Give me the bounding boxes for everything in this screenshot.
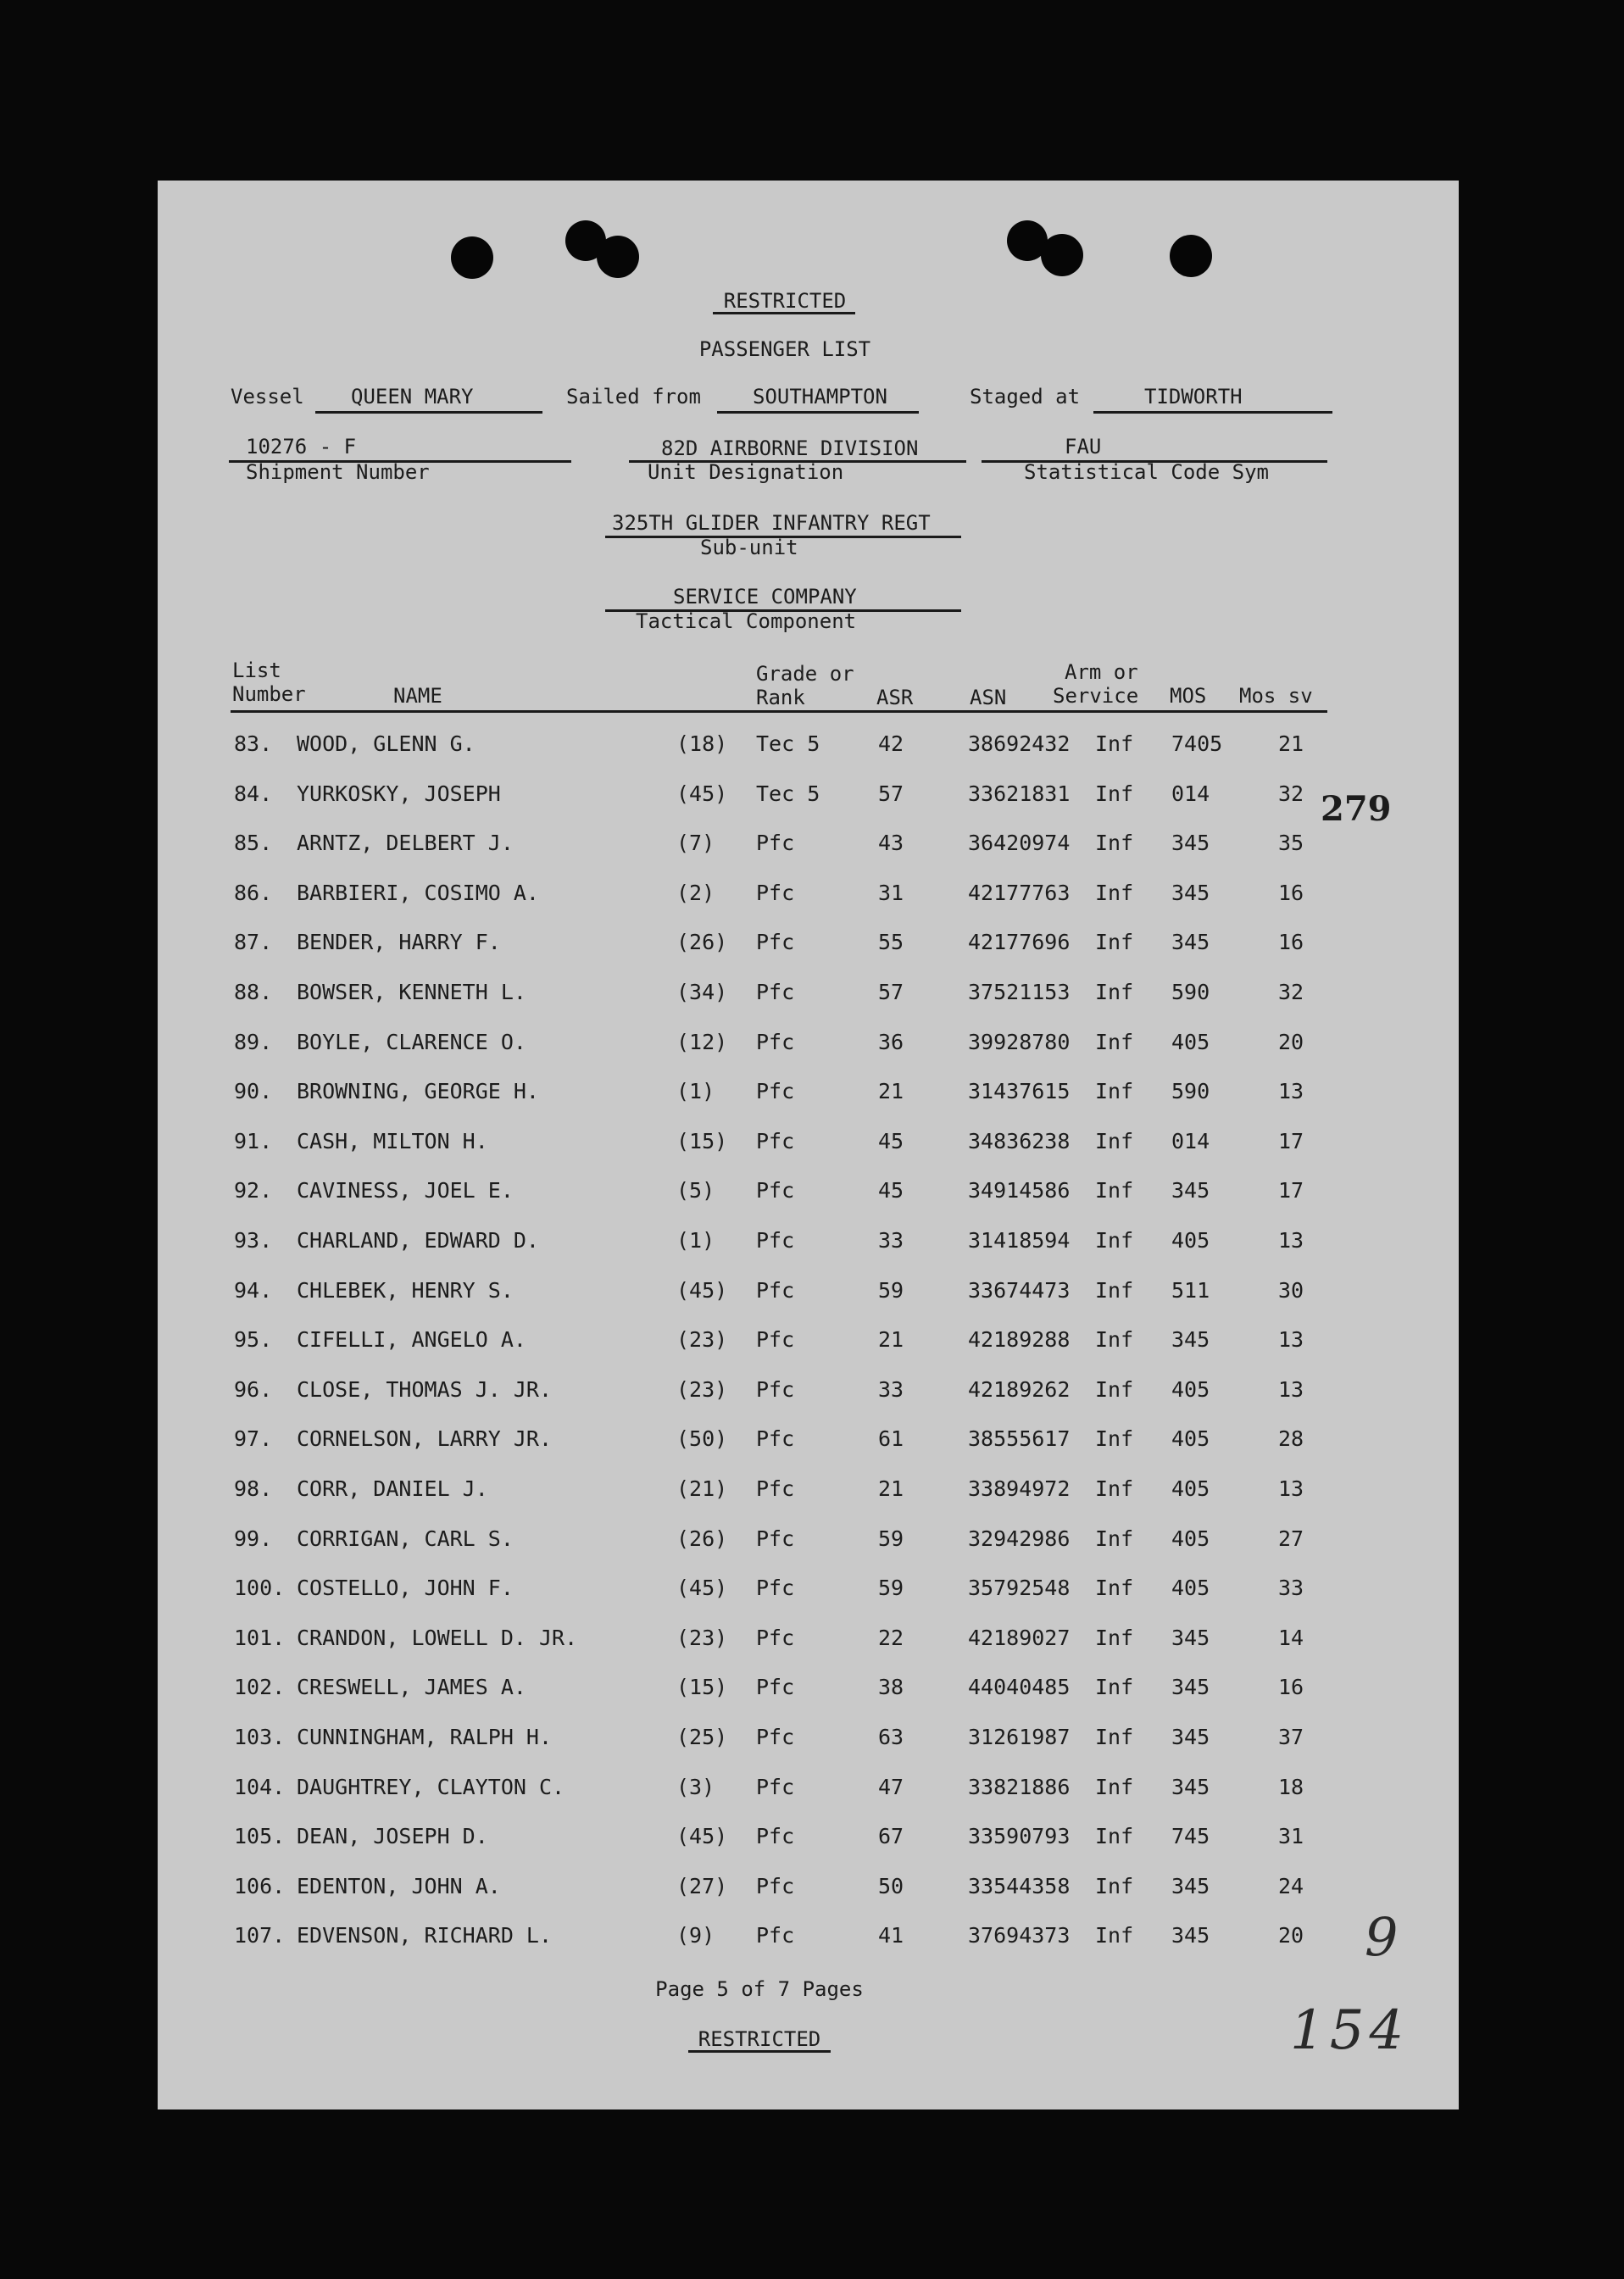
row-mos-sv: 30 (1278, 1277, 1304, 1303)
row-name: WOOD, GLENN G. (297, 731, 476, 756)
row-asr: 50 (878, 1873, 904, 1898)
row-mos: 345 (1171, 1725, 1210, 1749)
sub-unit-value: 325TH GLIDER INFANTRY REGT (612, 511, 931, 535)
handwritten-154: 154 (1290, 1999, 1410, 2062)
table-row (158, 1278, 1459, 1312)
row-grade: Pfc (756, 1625, 795, 1650)
row-mos-sv: 28 (1278, 1426, 1304, 1452)
table-row (158, 831, 1459, 864)
row-asn: 33544358 (968, 1873, 1071, 1898)
table-row (158, 1874, 1459, 1908)
row-mos: 745 (1171, 1824, 1210, 1849)
row-arm: Inf (1095, 831, 1134, 856)
row-arm: Inf (1095, 1228, 1134, 1253)
row-asr: 43 (878, 831, 904, 856)
row-arm: Inf (1095, 1774, 1134, 1799)
row-mos-sv: 17 (1278, 1178, 1304, 1203)
row-name: CAVINESS, JOEL E. (297, 1178, 514, 1203)
table-row (158, 1426, 1459, 1460)
row-grade: Pfc (756, 1873, 795, 1898)
row-code: (45) (676, 1277, 728, 1303)
row-name: CORNELSON, LARRY JR. (297, 1426, 553, 1452)
row-arm: Inf (1095, 1923, 1134, 1948)
row-name: DAUGHTREY, CLAYTON C. (297, 1774, 565, 1799)
row-mos-sv: 13 (1278, 1476, 1304, 1501)
row-number: 87. (234, 930, 273, 955)
row-grade: Tec 5 (756, 781, 820, 806)
row-asr: 41 (878, 1923, 904, 1948)
row-mos-sv: 13 (1278, 1228, 1304, 1253)
row-mos-sv: 13 (1278, 1376, 1304, 1402)
row-name: CORR, DANIEL J. (297, 1476, 488, 1501)
row-arm: Inf (1095, 1327, 1134, 1353)
row-arm: Inf (1095, 731, 1134, 756)
row-asr: 59 (878, 1526, 904, 1551)
row-number: 97. (234, 1426, 273, 1452)
row-name: CRESWELL, JAMES A. (297, 1675, 526, 1700)
row-name: CORRIGAN, CARL S. (297, 1526, 514, 1551)
row-grade: Pfc (756, 1426, 795, 1452)
staged-at-label: Staged at (970, 385, 1081, 409)
row-grade: Pfc (756, 1128, 795, 1153)
row-mos-sv: 27 (1278, 1526, 1304, 1551)
table-row (158, 731, 1459, 765)
row-asn: 42189288 (968, 1327, 1071, 1353)
row-asr: 33 (878, 1376, 904, 1402)
column-header-name: NAME (393, 684, 442, 708)
row-grade: Pfc (756, 880, 795, 905)
row-asr: 36 (878, 1029, 904, 1054)
row-number: 95. (234, 1327, 273, 1353)
row-asn: 35792548 (968, 1576, 1071, 1601)
row-arm: Inf (1095, 980, 1134, 1004)
row-name: CIFELLI, ANGELO A. (297, 1327, 526, 1353)
staged-at-value: TIDWORTH (1144, 385, 1243, 409)
row-mos: 345 (1171, 1327, 1210, 1353)
row-mos-sv: 13 (1278, 1079, 1304, 1104)
row-mos: 345 (1171, 831, 1210, 856)
row-mos: 345 (1171, 1178, 1210, 1203)
table-row (158, 1228, 1459, 1262)
row-asr: 31 (878, 880, 904, 905)
row-number: 91. (234, 1128, 273, 1153)
row-mos: 345 (1171, 1923, 1210, 1948)
row-code: (21) (676, 1476, 728, 1501)
row-code: (18) (676, 731, 728, 756)
row-mos-sv: 21 (1278, 731, 1304, 756)
row-asn: 37521153 (968, 980, 1071, 1004)
sailed-from-label: Sailed from (566, 385, 701, 409)
column-header-asr: ASR (876, 686, 914, 709)
row-mos: 345 (1171, 1675, 1210, 1700)
row-asr: 61 (878, 1426, 904, 1452)
row-number: 103. (234, 1725, 286, 1749)
column-header-mos-sv: Mos sv (1239, 684, 1313, 708)
row-mos: 405 (1171, 1228, 1210, 1253)
row-asn: 42189027 (968, 1625, 1071, 1650)
row-asr: 21 (878, 1079, 904, 1104)
row-code: (23) (676, 1625, 728, 1650)
row-code: (34) (676, 980, 728, 1004)
row-code: (45) (676, 781, 728, 806)
table-row (158, 1775, 1459, 1809)
row-asr: 45 (878, 1178, 904, 1203)
row-mos-sv: 14 (1278, 1625, 1304, 1650)
restricted-heading: RESTRICTED (723, 289, 847, 313)
row-number: 104. (234, 1774, 286, 1799)
table-row (158, 1129, 1459, 1163)
row-number: 106. (234, 1873, 286, 1898)
row-grade: Tec 5 (756, 731, 820, 756)
row-mos: 345 (1171, 1873, 1210, 1898)
row-arm: Inf (1095, 930, 1134, 955)
row-mos-sv: 20 (1278, 1923, 1304, 1948)
row-grade: Pfc (756, 1228, 795, 1253)
row-grade: Pfc (756, 1675, 795, 1700)
row-asr: 38 (878, 1675, 904, 1700)
row-arm: Inf (1095, 1426, 1134, 1452)
table-row (158, 1476, 1459, 1510)
row-grade: Pfc (756, 1376, 795, 1402)
table-row (158, 1675, 1459, 1709)
row-arm: Inf (1095, 1277, 1134, 1303)
table-row (158, 781, 1459, 815)
sailed-from-value: SOUTHAMPTON (753, 385, 887, 409)
table-row (158, 1327, 1459, 1361)
row-code: (15) (676, 1675, 728, 1700)
row-asn: 33674473 (968, 1277, 1071, 1303)
table-row (158, 1178, 1459, 1212)
row-code: (15) (676, 1128, 728, 1153)
table-row (158, 1626, 1459, 1659)
underline (717, 411, 919, 414)
row-name: CHLEBEK, HENRY S. (297, 1277, 514, 1303)
row-asr: 57 (878, 980, 904, 1004)
row-code: (45) (676, 1824, 728, 1849)
table-row (158, 1923, 1459, 1957)
row-number: 83. (234, 731, 273, 756)
handwritten-9: 9 (1365, 1906, 1399, 1968)
row-mos: 345 (1171, 880, 1210, 905)
row-mos-sv: 18 (1278, 1774, 1304, 1799)
row-asn: 42177696 (968, 930, 1071, 955)
row-mos-sv: 24 (1278, 1873, 1304, 1898)
table-row (158, 1725, 1459, 1759)
row-mos-sv: 33 (1278, 1576, 1304, 1601)
shipment-number-label: Shipment Number (246, 460, 430, 484)
row-asn: 34914586 (968, 1178, 1071, 1203)
row-asr: 21 (878, 1476, 904, 1501)
punch-hole (451, 236, 493, 279)
punch-hole (1170, 235, 1212, 277)
statistical-code-label: Statistical Code Sym (1024, 460, 1269, 484)
row-arm: Inf (1095, 880, 1134, 905)
statistical-code-value: FAU (1065, 435, 1102, 459)
row-number: 92. (234, 1178, 273, 1203)
sub-unit-label: Sub-unit (700, 536, 798, 559)
row-asn: 39928780 (968, 1029, 1071, 1054)
row-asn: 33821886 (968, 1774, 1071, 1799)
row-arm: Inf (1095, 1625, 1134, 1650)
table-row (158, 1576, 1459, 1609)
tactical-component-label: Tactical Component (636, 609, 857, 633)
table-row (158, 930, 1459, 964)
unit-designation-label: Unit Designation (648, 460, 844, 484)
row-mos: 014 (1171, 1128, 1210, 1153)
row-code: (23) (676, 1327, 728, 1353)
row-code: (23) (676, 1376, 728, 1402)
row-mos: 405 (1171, 1476, 1210, 1501)
row-name: EDVENSON, RICHARD L. (297, 1923, 553, 1948)
row-code: (27) (676, 1873, 728, 1898)
row-asr: 47 (878, 1774, 904, 1799)
row-asr: 21 (878, 1327, 904, 1353)
row-code: (7) (676, 831, 715, 856)
row-number: 107. (234, 1923, 286, 1948)
row-asr: 63 (878, 1725, 904, 1749)
row-grade: Pfc (756, 980, 795, 1004)
row-name: BOYLE, CLARENCE O. (297, 1029, 526, 1054)
column-header-list: List (232, 659, 281, 682)
row-mos-sv: 31 (1278, 1824, 1304, 1849)
row-mos-sv: 13 (1278, 1327, 1304, 1353)
row-mos: 405 (1171, 1376, 1210, 1402)
row-arm: Inf (1095, 1079, 1134, 1104)
row-name: CHARLAND, EDWARD D. (297, 1228, 539, 1253)
row-mos: 590 (1171, 1079, 1210, 1104)
row-mos-sv: 37 (1278, 1725, 1304, 1749)
row-mos: 014 (1171, 781, 1210, 806)
row-name: DEAN, JOSEPH D. (297, 1824, 488, 1849)
row-grade: Pfc (756, 1079, 795, 1104)
row-mos: 345 (1171, 930, 1210, 955)
row-code: (2) (676, 880, 715, 905)
row-grade: Pfc (756, 1327, 795, 1353)
row-number: 98. (234, 1476, 273, 1501)
table-row (158, 1079, 1459, 1113)
row-mos: 405 (1171, 1426, 1210, 1452)
row-grade: Pfc (756, 1576, 795, 1601)
row-asn: 38555617 (968, 1426, 1071, 1452)
row-code: (3) (676, 1774, 715, 1799)
row-arm: Inf (1095, 1526, 1134, 1551)
row-number: 102. (234, 1675, 286, 1700)
row-asr: 67 (878, 1824, 904, 1849)
column-header-rank: Rank (756, 686, 805, 709)
row-asn: 32942986 (968, 1526, 1071, 1551)
row-name: BROWNING, GEORGE H. (297, 1079, 539, 1104)
column-header-mos: MOS (1170, 684, 1207, 708)
row-asr: 55 (878, 930, 904, 955)
row-number: 90. (234, 1079, 273, 1104)
row-code: (25) (676, 1725, 728, 1749)
row-asn: 42177763 (968, 880, 1071, 905)
row-number: 86. (234, 880, 273, 905)
row-number: 94. (234, 1277, 273, 1303)
column-header-asn: ASN (970, 686, 1007, 709)
row-asn: 44040485 (968, 1675, 1071, 1700)
row-code: (26) (676, 930, 728, 955)
row-arm: Inf (1095, 781, 1134, 806)
table-row (158, 1377, 1459, 1411)
table-row (158, 1824, 1459, 1858)
row-number: 93. (234, 1228, 273, 1253)
row-number: 84. (234, 781, 273, 806)
row-grade: Pfc (756, 1774, 795, 1799)
document-title: PASSENGER LIST (698, 337, 871, 361)
row-asn: 31261987 (968, 1725, 1071, 1749)
stamped-page-number: 279 (1321, 789, 1392, 829)
row-grade: Pfc (756, 1526, 795, 1551)
row-asr: 59 (878, 1277, 904, 1303)
punch-hole (1041, 234, 1083, 276)
page-indicator: Page 5 of 7 Pages (655, 1977, 864, 2001)
table-row (158, 1526, 1459, 1560)
row-name: EDENTON, JOHN A. (297, 1873, 501, 1898)
row-asr: 57 (878, 781, 904, 806)
row-asr: 45 (878, 1128, 904, 1153)
row-arm: Inf (1095, 1178, 1134, 1203)
column-header-service: Service (1053, 684, 1139, 708)
row-asn: 36420974 (968, 831, 1071, 856)
shipment-number-value: 10276 - F (246, 435, 357, 459)
row-mos-sv: 20 (1278, 1029, 1304, 1054)
row-number: 100. (234, 1576, 286, 1601)
row-code: (1) (676, 1079, 715, 1104)
punch-hole (597, 236, 639, 278)
row-number: 101. (234, 1625, 286, 1650)
row-grade: Pfc (756, 1725, 795, 1749)
row-code: (26) (676, 1526, 728, 1551)
underline (1093, 411, 1332, 414)
row-mos: 405 (1171, 1576, 1210, 1601)
row-mos: 590 (1171, 980, 1210, 1004)
row-name: BENDER, HARRY F. (297, 930, 501, 955)
row-arm: Inf (1095, 1725, 1134, 1749)
row-asn: 31418594 (968, 1228, 1071, 1253)
row-code: (1) (676, 1228, 715, 1253)
column-header-number: Number (232, 682, 306, 706)
row-name: BARBIERI, COSIMO A. (297, 880, 539, 905)
tactical-component-value: SERVICE COMPANY (673, 585, 857, 609)
row-asn: 37694373 (968, 1923, 1071, 1948)
column-header-grade: Grade or (756, 662, 854, 686)
row-number: 105. (234, 1824, 286, 1849)
row-asn: 38692432 (968, 731, 1071, 756)
row-asn: 33590793 (968, 1824, 1071, 1849)
table-row (158, 881, 1459, 914)
restricted-footer: RESTRICTED (698, 2027, 821, 2051)
document-sheet (158, 181, 1459, 2109)
row-mos: 345 (1171, 1625, 1210, 1650)
row-grade: Pfc (756, 1923, 795, 1948)
row-asr: 22 (878, 1625, 904, 1650)
row-code: (12) (676, 1029, 728, 1054)
row-grade: Pfc (756, 831, 795, 856)
row-asn: 33894972 (968, 1476, 1071, 1501)
row-name: CLOSE, THOMAS J. JR. (297, 1376, 553, 1402)
row-arm: Inf (1095, 1576, 1134, 1601)
row-grade: Pfc (756, 1824, 795, 1849)
row-arm: Inf (1095, 1824, 1134, 1849)
row-number: 89. (234, 1029, 273, 1054)
row-grade: Pfc (756, 1029, 795, 1054)
row-code: (5) (676, 1178, 715, 1203)
row-mos-sv: 16 (1278, 1675, 1304, 1700)
row-mos-sv: 32 (1278, 781, 1304, 806)
vessel-value: QUEEN MARY (351, 385, 474, 409)
table-row (158, 980, 1459, 1014)
row-number: 96. (234, 1376, 273, 1402)
row-mos: 405 (1171, 1526, 1210, 1551)
row-name: ARNTZ, DELBERT J. (297, 831, 514, 856)
row-name: CRANDON, LOWELL D. JR. (297, 1625, 578, 1650)
row-mos-sv: 17 (1278, 1128, 1304, 1153)
row-asr: 59 (878, 1576, 904, 1601)
row-arm: Inf (1095, 1873, 1134, 1898)
row-number: 88. (234, 980, 273, 1004)
underline (315, 411, 542, 414)
row-asr: 33 (878, 1228, 904, 1253)
row-number: 85. (234, 831, 273, 856)
row-grade: Pfc (756, 1277, 795, 1303)
row-arm: Inf (1095, 1376, 1134, 1402)
row-asn: 42189262 (968, 1376, 1071, 1402)
underline (713, 312, 855, 314)
row-asn: 33621831 (968, 781, 1071, 806)
vessel-label: Vessel (231, 385, 304, 409)
row-asn: 31437615 (968, 1079, 1071, 1104)
row-arm: Inf (1095, 1029, 1134, 1054)
row-code: (50) (676, 1426, 728, 1452)
row-name: YURKOSKY, JOSEPH (297, 781, 501, 806)
underline (688, 2050, 831, 2053)
header-rule (231, 710, 1327, 713)
row-grade: Pfc (756, 1476, 795, 1501)
row-grade: Pfc (756, 930, 795, 955)
row-mos: 511 (1171, 1277, 1210, 1303)
row-asr: 42 (878, 731, 904, 756)
unit-designation-value: 82D AIRBORNE DIVISION (661, 436, 919, 460)
row-mos: 7405 (1171, 731, 1223, 756)
row-arm: Inf (1095, 1675, 1134, 1700)
row-mos-sv: 35 (1278, 831, 1304, 856)
row-number: 99. (234, 1526, 273, 1551)
row-mos: 405 (1171, 1029, 1210, 1054)
table-row (158, 1030, 1459, 1064)
row-code: (45) (676, 1576, 728, 1601)
row-mos-sv: 32 (1278, 980, 1304, 1004)
column-header-arm: Arm or (1065, 660, 1138, 684)
row-mos-sv: 16 (1278, 930, 1304, 955)
row-mos-sv: 16 (1278, 880, 1304, 905)
row-code: (9) (676, 1923, 715, 1948)
row-grade: Pfc (756, 1178, 795, 1203)
row-name: BOWSER, KENNETH L. (297, 980, 526, 1004)
row-name: COSTELLO, JOHN F. (297, 1576, 514, 1601)
row-name: CASH, MILTON H. (297, 1128, 488, 1153)
row-arm: Inf (1095, 1476, 1134, 1501)
row-name: CUNNINGHAM, RALPH H. (297, 1725, 553, 1749)
row-arm: Inf (1095, 1128, 1134, 1153)
row-asn: 34836238 (968, 1128, 1071, 1153)
row-mos: 345 (1171, 1774, 1210, 1799)
